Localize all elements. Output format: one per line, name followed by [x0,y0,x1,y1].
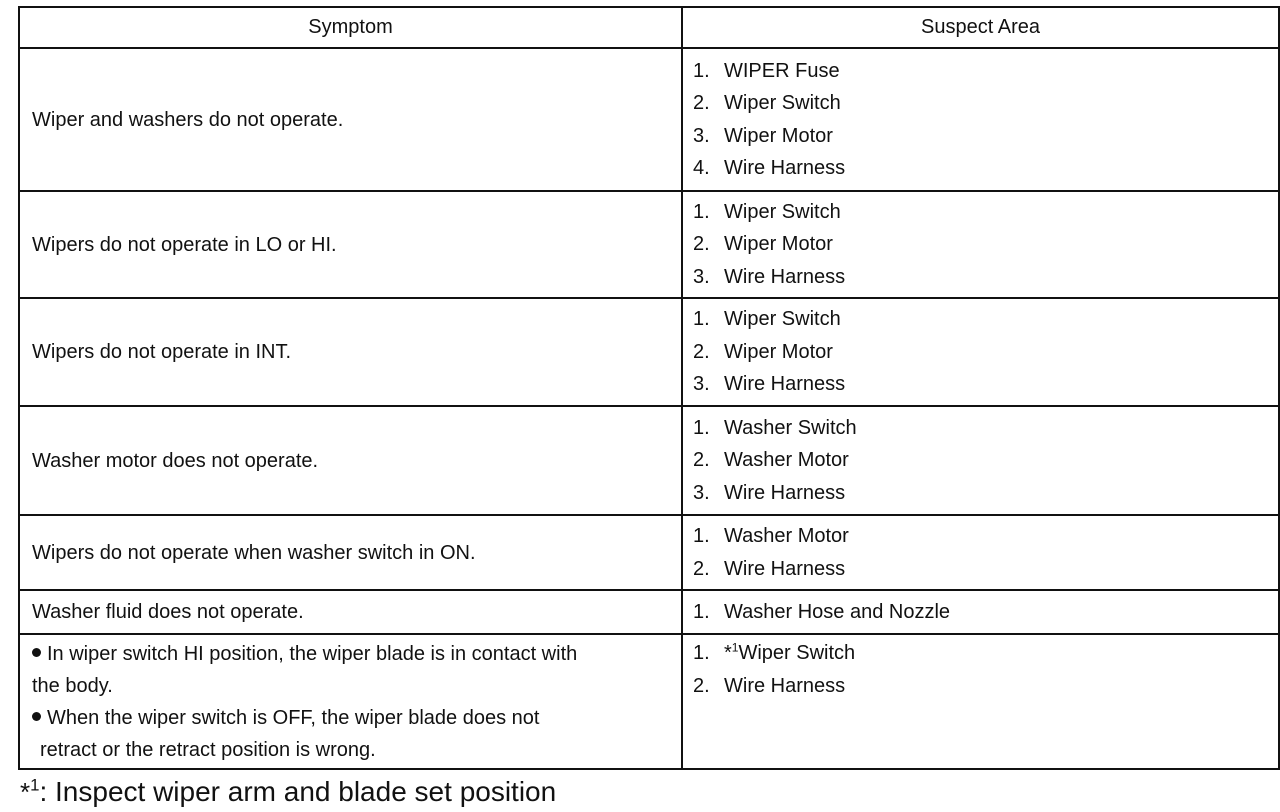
bullet-line [32,702,681,734]
list-item [693,477,1278,510]
suspect-area-cell [682,634,1279,769]
footnote-sup: 1 [731,640,739,655]
suspect-list [693,55,1278,185]
item-number: 2. [693,92,710,114]
table-header-row [19,7,1279,48]
item-number: 1. [693,600,710,623]
item-text: Wiper Switch [724,200,841,223]
suspect-area-cell [682,406,1279,515]
table-row [19,515,1279,590]
item-number: 2. [693,674,710,697]
list-item [693,87,1278,120]
bullet-continuation: retract or the retract position is wrong. [40,738,376,761]
item-number: 2. [693,340,710,363]
suspect-area-cell [682,590,1279,634]
item-text: Wire Harness [724,265,846,288]
item-number: 2. [693,233,710,256]
symptom-cell: Wipers do not operate when washer switch in ON. [19,515,682,590]
list-item [693,261,1278,294]
table-row [19,634,1279,769]
item-number: 2. [693,449,710,472]
item-text: Washer Motor [724,525,849,547]
footnote-mark: * [724,642,732,664]
list-item [693,596,1278,629]
item-number: 3. [693,124,710,147]
suspect-area-cell [682,298,1279,406]
suspect-list [693,520,1278,585]
item-number: 2. [693,557,710,580]
symptom-cell: Washer motor does not operate. [19,406,682,515]
header-suspect-area: Suspect Area [682,7,1279,48]
table-row [19,298,1279,406]
item-text: Wiper Motor [724,124,833,147]
suspect-list [693,303,1278,401]
item-text: Wiper Motor [724,233,833,256]
table-row [19,590,1279,634]
table-row [19,191,1279,298]
symptom-cell: Wiper and washers do not operate. [19,48,682,191]
footnote-mark: * [20,777,31,807]
item-text: Wire Harness [724,157,846,179]
item-number: 3. [693,481,710,504]
symptom-cell: Washer fluid does not operate. [19,590,682,634]
suspect-list [693,196,1278,294]
table-row [19,406,1279,515]
item-number: 1. [693,642,710,664]
suspect-area-cell [682,515,1279,590]
list-item [693,553,1278,586]
suspect-list [693,596,1278,629]
item-text: Wire Harness [724,557,846,580]
list-item [693,55,1278,88]
item-text: WIPER Fuse [724,59,840,82]
item-text: Wiper Switch [724,92,841,114]
list-item [693,637,1278,670]
list-item [693,520,1278,553]
bullet-text: When the wiper switch is OFF, the wiper blade does not [47,706,540,729]
header-symptom: Symptom [19,7,682,48]
problem-symptoms-table [18,6,1280,770]
list-item [693,368,1278,401]
list-item [693,444,1278,477]
list-item [693,152,1278,185]
item-text: Washer Motor [724,449,849,472]
bullet-continuation: the body. [32,674,113,697]
list-item [693,336,1278,369]
footnote-sup: 1 [30,775,40,795]
item-text: Washer Hose and Nozzle [724,600,951,623]
table-row [19,48,1279,191]
list-item [693,196,1278,229]
item-number: 3. [693,373,710,396]
suspect-list [693,637,1278,702]
item-number: 3. [693,265,710,288]
bullet-line [32,638,681,670]
item-number: 1. [693,308,710,331]
bullet-dot-icon [32,648,41,657]
symptom-cell: Wipers do not operate in INT. [19,298,682,406]
item-text: Wiper Switch [738,642,856,664]
footnote [20,772,556,812]
symptom-cell [19,634,682,769]
bullet-text: In wiper switch HI position, the wiper blade is in contact with [47,642,578,665]
item-text: Wiper Motor [724,340,833,363]
item-number: 1. [693,200,710,223]
item-text: Wiper Switch [724,308,841,331]
item-number: 1. [693,416,710,439]
list-item [693,670,1278,703]
list-item [693,303,1278,336]
symptom-cell: Wipers do not operate in LO or HI. [19,191,682,298]
suspect-area-cell [682,191,1279,298]
list-item [693,412,1278,445]
item-number: 1. [693,59,710,82]
item-number: 1. [693,525,710,547]
item-text: Wire Harness [724,481,846,504]
suspect-area-cell [682,48,1279,191]
item-number: 4. [693,157,710,179]
list-item [693,120,1278,153]
item-text: Wire Harness [724,373,846,396]
suspect-list [693,412,1278,510]
item-text: Washer Switch [724,416,857,439]
bullet-dot-icon [32,712,41,721]
item-text: Wire Harness [724,674,846,697]
list-item [693,228,1278,261]
footnote-ref [724,637,738,670]
footnote-text: : Inspect wiper arm and blade set position [39,776,557,807]
